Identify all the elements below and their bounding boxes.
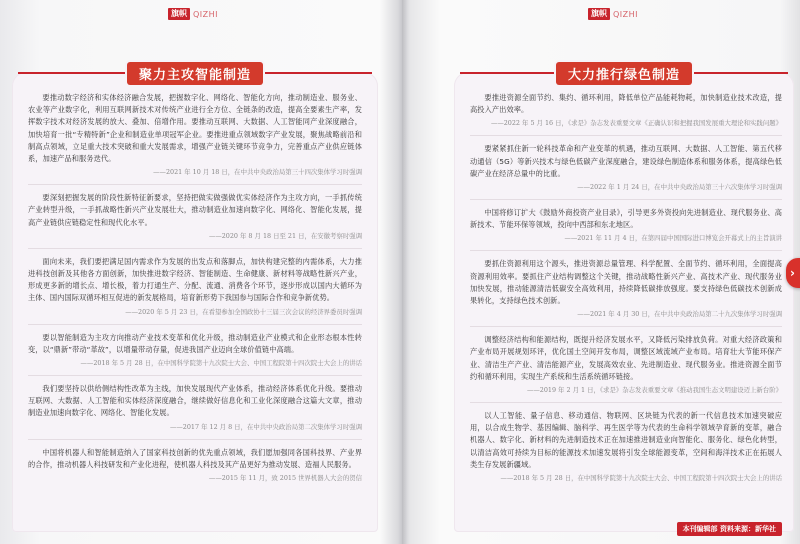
quote-citation: ——2021 年 10 月 18 日，在中共中央政治局第三十四次集体学习时强调 xyxy=(153,168,362,177)
quote-text: 调整经济结构和能源结构，既提升经济发展水平，又降低污染排放负荷。对重大经济政策和产业布局开展规划环评，优化国土空间开发布局，调整区域流域产业布局。培育壮大节能环保产业、清洁生产产业、清洁能源产业，发展高效农业、先进制造业、现代服务业。推进资源全面节约和循环利用，实现生产系统和生活系统循环链接。 xyxy=(470,335,782,381)
logo-mark: 旗帜 xyxy=(588,8,610,20)
quote-text: 面向未来，我们要把满足国内需求作为发展的出发点和落脚点，加快构建完整的内需体系，大力推进科技创新及其他各方面创新，加快推进数字经济、智能制造、生命健康、新材料等战略性新兴产业，形成更多新的增长点、增长极，着力打通生产、分配、流通、消费各个环节，逐步形成以国内大循环为主体、国内国际双循环相互促进的新发展格局，培育新形势下我国参与国际合作和竞争新优势。 xyxy=(28,256,362,303)
divider xyxy=(28,324,362,325)
divider xyxy=(470,135,782,136)
quote-text: 要深刻把握发展的阶段性新特征新要求，坚持把做实做强做优实体经济作为主攻方向，一手抓传统产业转型升级，一手抓战略性新兴产业发展壮大，推动制造业加速向数字化、网络化、智能化发展，提高产业链供应链稳定性和现代化水平。 xyxy=(28,193,362,227)
quote-citation: ——2018 年 5 月 28 日，在中国科学院第十九次院士大会、中国工程院第十四次院士大会上的讲话 xyxy=(500,474,782,483)
quote-text: 中国将机器人和智能制造纳入了国家科技创新的优先重点领域，我们愿加强同各国科技界、产业界的合作，推动机器人科技研发和产业化进程，使机器人科技及其产品更好为推动发展、造福人民服务。 xyxy=(28,447,362,469)
magazine-logo xyxy=(588,8,638,20)
section-title: 聚力主攻智能制造 xyxy=(127,62,263,85)
divider xyxy=(28,248,362,249)
section-title-wrap xyxy=(12,62,378,84)
quote-entry xyxy=(28,332,362,368)
quote-entry xyxy=(28,92,362,177)
quote-text: 中国将修订扩大《鼓励外商投资产业目录》，引导更多外资投向先进制造业、现代服务业、高新技术、节能环保等领域，投向中西部和东北地区。 xyxy=(470,208,782,230)
quote-text: 以人工智能、量子信息、移动通信、物联网、区块链为代表的新一代信息技术加速突破应用，以合成生物学、基因编辑、脑科学、再生医学等为代表的生命科学领域孕育新的变革，融合机器人、数字化、新材料的先进制造技术正在加速推进制造业向智能化、服务化、绿色化转型，以清洁高效可持续为目标的能源技术加速发展将引发全球能源变革，空间和海洋技术正在拓展人类生存发展新疆域。 xyxy=(470,411,782,469)
quote-citation: ——2020 年 5 月 23 日，在看望参加全国政协十三届三次会议的经济界委员时强调 xyxy=(125,307,362,316)
divider xyxy=(28,375,362,376)
left-page xyxy=(0,0,398,544)
divider xyxy=(28,184,362,185)
quote-entry xyxy=(470,334,782,395)
divider xyxy=(470,199,782,200)
right-page xyxy=(402,0,800,544)
quote-citation: ——2017 年 12 月 8 日，在中共中央政治局第二次集体学习时强调 xyxy=(170,422,362,431)
quote-entry xyxy=(470,410,782,483)
quote-entry xyxy=(470,143,782,192)
quote-citation: ——2018 年 5 月 28 日，在中国科学院第十九次院士大会、中国工程院第十四次院士大会上的讲话 xyxy=(80,359,362,368)
divider xyxy=(470,326,782,327)
quote-entry xyxy=(28,447,362,483)
quote-text: 要以智能制造为主攻方向推动产业技术变革和优化升级，推动制造业产业模式和企业形态根本性转变，以“鼎新”带动“革故”，以增量带动存量，促进我国产业迈向全球价值链中高端。 xyxy=(28,332,362,354)
quote-citation: ——2020 年 8 月 18 日至 21 日，在安徽考察时强调 xyxy=(208,231,362,240)
chevron-right-icon: › xyxy=(790,266,795,280)
right-content xyxy=(470,92,782,490)
quote-citation: ——2022 年 5 月 16 日，《求是》杂志发表重要文章《正确认识和把握我国发展重大理论和实践问题》 xyxy=(490,119,782,128)
section-title-wrap xyxy=(454,62,794,84)
quote-citation: ——2019 年 2 月 1 日，《求是》杂志发表重要文章《推动我国生态文明建设迈上新台阶》 xyxy=(526,386,782,395)
quote-entry xyxy=(28,192,362,241)
divider xyxy=(470,250,782,251)
quote-entry xyxy=(470,258,782,319)
quote-citation: ——2015 年 11 月，致 2015 世界机器人大会的贺信 xyxy=(208,474,362,483)
magazine-logo xyxy=(168,8,218,20)
source-note: 本刊编辑部 资料来源：新华社 xyxy=(677,522,782,536)
left-content xyxy=(28,92,362,490)
quote-text: 要推动数字经济和实体经济融合发展，把握数字化、网络化、智能化方向，推动制造业、服务业、农业等产业数字化，利用互联网新技术对传统产业进行全方位、全链条的改造，提高全要素生产率，发挥数字技术对经济发展的放大、叠加、倍增作用。要推动互联网、大数据、人工智能同产业深度融合，加快培育一批“专精特新”企业和制造业单项冠军企业。要推进重点领域数字产业发展，聚焦战略前沿和制高点领域，立足重大技术突破和重大发展需求，增强产业链关键环节竞争力，完善重点产业供应链体系，加速产品和服务迭代。 xyxy=(28,93,362,164)
quote-entry xyxy=(28,256,362,317)
quote-citation: ——2021 年 11 月 4 日，在第四届中国国际进口博览会开幕式上的主旨演讲 xyxy=(564,234,782,243)
gutter-shadow xyxy=(402,0,408,544)
quote-citation: ——2021 年 4 月 30 日，在中共中央政治局第二十九次集体学习时强调 xyxy=(577,310,782,319)
quote-citation: ——2022 年 1 月 24 日，在中共中央政治局第三十六次集体学习时强调 xyxy=(577,183,782,192)
logo-mark: 旗帜 xyxy=(168,8,190,20)
quote-text: 我们要坚持以供给侧结构性改革为主线，加快发展现代产业体系，推动经济体系优化升级。要推动互联网、大数据、人工智能和实体经济深度融合，继续做好信息化和工业化深度融合这篇大文章，推动制造业加速向数字化、网络化、智能化发展。 xyxy=(28,384,362,418)
quote-text: 要抓住资源利用这个源头，推进资源总量管理、科学配置、全面节约、循环利用，全面提高资源利用效率。要抓住产业结构调整这个关键，推动战略性新兴产业、高技术产业、现代服务业加快发展，推动能源清洁低碳安全高效利用，持续降低碳排放强度。要支持绿色低碳技术创新成果转化，支持绿色技术创新。 xyxy=(470,259,782,306)
quote-entry xyxy=(470,92,782,128)
divider xyxy=(28,439,362,440)
next-page-button[interactable] xyxy=(786,258,800,288)
logo-sub: QIZHI xyxy=(613,9,639,19)
quote-text: 要紧紧抓住新一轮科技革命和产业变革的机遇，推动互联网、大数据、人工智能、第五代移动通信（5G）等新兴技术与绿色低碳产业深度融合，建设绿色制造体系和服务体系，提高绿色低碳产业在经济总量中的比重。 xyxy=(470,144,782,178)
quote-text: 要推进资源全面节约、集约、循环利用，降低单位产品能耗物耗，加快制造业技术改造，提高投入产出效率。 xyxy=(470,93,782,115)
divider xyxy=(470,402,782,403)
logo-sub: QIZHI xyxy=(193,9,219,19)
section-title: 大力推行绿色制造 xyxy=(556,62,692,85)
quote-entry xyxy=(470,207,782,243)
quote-entry xyxy=(28,383,362,432)
